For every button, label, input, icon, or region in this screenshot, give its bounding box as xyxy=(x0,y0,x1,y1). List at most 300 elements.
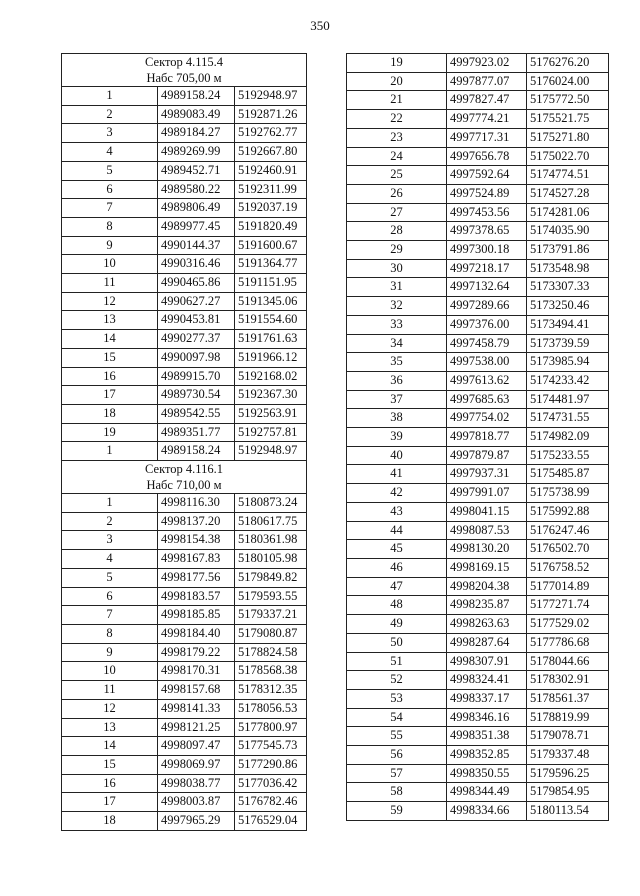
y-coordinate-cell: 5177036.42 xyxy=(235,774,307,793)
y-coordinate-cell: 5191151.95 xyxy=(235,274,307,293)
table-row xyxy=(347,110,609,129)
y-coordinate-cell: 5176276.20 xyxy=(527,54,609,73)
section-subtitle: Набс 705,00 м xyxy=(146,71,222,85)
x-coordinate-cell: 4998324.41 xyxy=(447,671,527,690)
table-row xyxy=(62,143,307,162)
x-coordinate-cell: 4998351.38 xyxy=(447,727,527,746)
section-title: Сектор 4.116.1 xyxy=(145,462,223,477)
table-row xyxy=(347,409,609,428)
x-coordinate-cell: 4998154.38 xyxy=(158,531,235,550)
y-coordinate-cell: 5175738.99 xyxy=(527,484,609,503)
point-number-cell: 3 xyxy=(62,124,158,143)
x-coordinate-cell: 4998137.20 xyxy=(158,512,235,531)
x-coordinate-cell: 4998038.77 xyxy=(158,774,235,793)
table-row xyxy=(347,222,609,241)
x-coordinate-cell: 4997613.62 xyxy=(447,371,527,390)
point-number-cell: 3 xyxy=(62,531,158,550)
x-coordinate-cell: 4998334.66 xyxy=(447,802,527,821)
table-row xyxy=(62,105,307,124)
table-row xyxy=(62,718,307,737)
table-row xyxy=(62,737,307,756)
x-coordinate-cell: 4989083.49 xyxy=(158,105,235,124)
table-row xyxy=(347,241,609,260)
table-row xyxy=(62,311,307,330)
y-coordinate-cell: 5177545.73 xyxy=(235,737,307,756)
y-coordinate-cell: 5175271.80 xyxy=(527,128,609,147)
y-coordinate-cell: 5174982.09 xyxy=(527,428,609,447)
point-number-cell: 49 xyxy=(347,615,447,634)
y-coordinate-cell: 5176024.00 xyxy=(527,72,609,91)
table-row xyxy=(62,606,307,625)
point-number-cell: 57 xyxy=(347,764,447,783)
table-row xyxy=(347,802,609,821)
table-row xyxy=(347,334,609,353)
table-row xyxy=(347,577,609,596)
x-coordinate-cell: 4990465.86 xyxy=(158,274,235,293)
table-row xyxy=(347,484,609,503)
point-number-cell: 5 xyxy=(62,568,158,587)
y-coordinate-cell: 5177786.68 xyxy=(527,633,609,652)
table-row xyxy=(347,91,609,110)
x-coordinate-cell: 4998121.25 xyxy=(158,718,235,737)
x-coordinate-cell: 4998263.63 xyxy=(447,615,527,634)
point-number-cell: 37 xyxy=(347,390,447,409)
y-coordinate-cell: 5174481.97 xyxy=(527,390,609,409)
x-coordinate-cell: 4990097.98 xyxy=(158,348,235,367)
point-number-cell: 56 xyxy=(347,746,447,765)
point-number-cell: 9 xyxy=(62,236,158,255)
table-row xyxy=(62,587,307,606)
point-number-cell: 54 xyxy=(347,708,447,727)
table-row xyxy=(347,315,609,334)
y-coordinate-cell: 5192311.99 xyxy=(235,180,307,199)
y-coordinate-cell: 5173739.59 xyxy=(527,334,609,353)
x-coordinate-cell: 4997923.02 xyxy=(447,54,527,73)
x-coordinate-cell: 4990453.81 xyxy=(158,311,235,330)
point-number-cell: 44 xyxy=(347,521,447,540)
table-row xyxy=(62,812,307,831)
section-title: Сектор 4.115.4 xyxy=(145,55,223,69)
x-coordinate-cell: 4997774.21 xyxy=(447,110,527,129)
y-coordinate-cell: 5178561.37 xyxy=(527,689,609,708)
table-row xyxy=(347,297,609,316)
y-coordinate-cell: 5180361.98 xyxy=(235,531,307,550)
point-number-cell: 17 xyxy=(62,793,158,812)
table-row xyxy=(347,203,609,222)
x-coordinate-cell: 4998069.97 xyxy=(158,755,235,774)
x-coordinate-cell: 4997991.07 xyxy=(447,484,527,503)
section-header xyxy=(62,461,307,494)
x-coordinate-cell: 4989351.77 xyxy=(158,423,235,442)
x-coordinate-cell: 4997524.89 xyxy=(447,184,527,203)
y-coordinate-cell: 5191364.77 xyxy=(235,255,307,274)
table-row xyxy=(62,755,307,774)
y-coordinate-cell: 5177271.74 xyxy=(527,596,609,615)
x-coordinate-cell: 4990316.46 xyxy=(158,255,235,274)
y-coordinate-cell: 5192563.91 xyxy=(235,404,307,423)
x-coordinate-cell: 4997453.56 xyxy=(447,203,527,222)
point-number-cell: 58 xyxy=(347,783,447,802)
table-row xyxy=(347,147,609,166)
y-coordinate-cell: 5176247.46 xyxy=(527,521,609,540)
x-coordinate-cell: 4997965.29 xyxy=(158,812,235,831)
point-number-cell: 55 xyxy=(347,727,447,746)
table-row xyxy=(62,662,307,681)
table-row xyxy=(62,236,307,255)
table-row xyxy=(62,681,307,700)
point-number-cell: 18 xyxy=(62,404,158,423)
table-row xyxy=(347,54,609,73)
point-number-cell: 34 xyxy=(347,334,447,353)
y-coordinate-cell: 5178302.91 xyxy=(527,671,609,690)
x-coordinate-cell: 4989542.55 xyxy=(158,404,235,423)
x-coordinate-cell: 4998204.38 xyxy=(447,577,527,596)
y-coordinate-cell: 5180873.24 xyxy=(235,494,307,513)
y-coordinate-cell: 5176758.52 xyxy=(527,558,609,577)
point-number-cell: 32 xyxy=(347,297,447,316)
point-number-cell: 52 xyxy=(347,671,447,690)
table-row xyxy=(347,746,609,765)
table-row xyxy=(347,502,609,521)
table-row xyxy=(347,465,609,484)
table-row xyxy=(347,689,609,708)
point-number-cell: 23 xyxy=(347,128,447,147)
table-row xyxy=(62,494,307,513)
table-row xyxy=(62,87,307,106)
x-coordinate-cell: 4998287.64 xyxy=(447,633,527,652)
point-number-cell: 36 xyxy=(347,371,447,390)
x-coordinate-cell: 4989730.54 xyxy=(158,386,235,405)
table-row xyxy=(62,330,307,349)
point-number-cell: 2 xyxy=(62,105,158,124)
x-coordinate-cell: 4997289.66 xyxy=(447,297,527,316)
table-row xyxy=(347,521,609,540)
y-coordinate-cell: 5192762.77 xyxy=(235,124,307,143)
point-number-cell: 29 xyxy=(347,241,447,260)
y-coordinate-cell: 5179849.82 xyxy=(235,568,307,587)
y-coordinate-cell: 5179078.71 xyxy=(527,727,609,746)
point-number-cell: 51 xyxy=(347,652,447,671)
table-row xyxy=(62,386,307,405)
table-row xyxy=(347,540,609,559)
table-row xyxy=(62,550,307,569)
point-number-cell: 48 xyxy=(347,596,447,615)
y-coordinate-cell: 5192667.80 xyxy=(235,143,307,162)
point-number-cell: 39 xyxy=(347,428,447,447)
point-number-cell: 46 xyxy=(347,558,447,577)
y-coordinate-cell: 5180617.75 xyxy=(235,512,307,531)
x-coordinate-cell: 4997827.47 xyxy=(447,91,527,110)
x-coordinate-cell: 4990144.37 xyxy=(158,236,235,255)
point-number-cell: 2 xyxy=(62,512,158,531)
x-coordinate-cell: 4998116.30 xyxy=(158,494,235,513)
y-coordinate-cell: 5192367.30 xyxy=(235,386,307,405)
point-number-cell: 42 xyxy=(347,484,447,503)
point-number-cell: 4 xyxy=(62,143,158,162)
point-number-cell: 26 xyxy=(347,184,447,203)
point-number-cell: 35 xyxy=(347,353,447,372)
page-number: 350 xyxy=(310,18,330,33)
table-row xyxy=(347,764,609,783)
y-coordinate-cell: 5178824.58 xyxy=(235,643,307,662)
point-number-cell: 9 xyxy=(62,643,158,662)
x-coordinate-cell: 4998170.31 xyxy=(158,662,235,681)
y-coordinate-cell: 5175233.55 xyxy=(527,446,609,465)
y-coordinate-cell: 5174035.90 xyxy=(527,222,609,241)
y-coordinate-cell: 5177014.89 xyxy=(527,577,609,596)
table-row xyxy=(347,278,609,297)
table-row xyxy=(62,255,307,274)
x-coordinate-cell: 4998344.49 xyxy=(447,783,527,802)
point-number-cell: 8 xyxy=(62,624,158,643)
y-coordinate-cell: 5179596.25 xyxy=(527,764,609,783)
point-number-cell: 40 xyxy=(347,446,447,465)
x-coordinate-cell: 4997458.79 xyxy=(447,334,527,353)
y-coordinate-cell: 5191966.12 xyxy=(235,348,307,367)
table-row xyxy=(62,442,307,461)
x-coordinate-cell: 4998041.15 xyxy=(447,502,527,521)
y-coordinate-cell: 5174527.28 xyxy=(527,184,609,203)
x-coordinate-cell: 4989977.45 xyxy=(158,217,235,236)
y-coordinate-cell: 5179080.87 xyxy=(235,624,307,643)
table-row xyxy=(347,708,609,727)
table-row xyxy=(62,423,307,442)
point-number-cell: 31 xyxy=(347,278,447,297)
y-coordinate-cell: 5176502.70 xyxy=(527,540,609,559)
x-coordinate-cell: 4989452.71 xyxy=(158,161,235,180)
y-coordinate-cell: 5177529.02 xyxy=(527,615,609,634)
y-coordinate-cell: 5192757.81 xyxy=(235,423,307,442)
section-subtitle: Набс 710,00 м xyxy=(146,478,222,493)
y-coordinate-cell: 5192168.02 xyxy=(235,367,307,386)
y-coordinate-cell: 5192871.26 xyxy=(235,105,307,124)
table-row xyxy=(62,774,307,793)
point-number-cell: 27 xyxy=(347,203,447,222)
point-number-cell: 12 xyxy=(62,292,158,311)
y-coordinate-cell: 5177800.97 xyxy=(235,718,307,737)
point-number-cell: 13 xyxy=(62,718,158,737)
point-number-cell: 19 xyxy=(62,423,158,442)
point-number-cell: 59 xyxy=(347,802,447,821)
x-coordinate-cell: 4989915.70 xyxy=(158,367,235,386)
x-coordinate-cell: 4997656.78 xyxy=(447,147,527,166)
y-coordinate-cell: 5179854.95 xyxy=(527,783,609,802)
point-number-cell: 1 xyxy=(62,494,158,513)
y-coordinate-cell: 5191820.49 xyxy=(235,217,307,236)
y-coordinate-cell: 5173791.86 xyxy=(527,241,609,260)
y-coordinate-cell: 5174731.55 xyxy=(527,409,609,428)
point-number-cell: 5 xyxy=(62,161,158,180)
table-row xyxy=(347,615,609,634)
left-coordinate-table xyxy=(61,53,307,831)
y-coordinate-cell: 5174281.06 xyxy=(527,203,609,222)
x-coordinate-cell: 4997538.00 xyxy=(447,353,527,372)
point-number-cell: 28 xyxy=(347,222,447,241)
point-number-cell: 14 xyxy=(62,330,158,349)
point-number-cell: 43 xyxy=(347,502,447,521)
x-coordinate-cell: 4989806.49 xyxy=(158,199,235,218)
point-number-cell: 11 xyxy=(62,681,158,700)
table-row xyxy=(347,371,609,390)
x-coordinate-cell: 4998167.83 xyxy=(158,550,235,569)
point-number-cell: 30 xyxy=(347,259,447,278)
x-coordinate-cell: 4990277.37 xyxy=(158,330,235,349)
point-number-cell: 15 xyxy=(62,348,158,367)
table-row xyxy=(62,274,307,293)
y-coordinate-cell: 5178044.66 xyxy=(527,652,609,671)
y-coordinate-cell: 5173494.41 xyxy=(527,315,609,334)
x-coordinate-cell: 4998179.22 xyxy=(158,643,235,662)
point-number-cell: 45 xyxy=(347,540,447,559)
table-row xyxy=(62,217,307,236)
table-row xyxy=(62,180,307,199)
y-coordinate-cell: 5178819.99 xyxy=(527,708,609,727)
y-coordinate-cell: 5174774.51 xyxy=(527,166,609,185)
y-coordinate-cell: 5178056.53 xyxy=(235,699,307,718)
x-coordinate-cell: 4989580.22 xyxy=(158,180,235,199)
y-coordinate-cell: 5179337.21 xyxy=(235,606,307,625)
point-number-cell: 47 xyxy=(347,577,447,596)
x-coordinate-cell: 4997877.07 xyxy=(447,72,527,91)
y-coordinate-cell: 5191761.63 xyxy=(235,330,307,349)
y-coordinate-cell: 5175485.87 xyxy=(527,465,609,484)
y-coordinate-cell: 5177290.86 xyxy=(235,755,307,774)
y-coordinate-cell: 5175022.70 xyxy=(527,147,609,166)
x-coordinate-cell: 4998183.57 xyxy=(158,587,235,606)
x-coordinate-cell: 4998097.47 xyxy=(158,737,235,756)
x-coordinate-cell: 4998184.40 xyxy=(158,624,235,643)
table-row xyxy=(62,512,307,531)
y-coordinate-cell: 5173985.94 xyxy=(527,353,609,372)
point-number-cell: 17 xyxy=(62,386,158,405)
point-number-cell: 19 xyxy=(347,54,447,73)
point-number-cell: 7 xyxy=(62,606,158,625)
x-coordinate-cell: 4998087.53 xyxy=(447,521,527,540)
x-coordinate-cell: 4989158.24 xyxy=(158,442,235,461)
x-coordinate-cell: 4997592.64 xyxy=(447,166,527,185)
table-row xyxy=(62,348,307,367)
table-row xyxy=(62,404,307,423)
point-number-cell: 8 xyxy=(62,217,158,236)
x-coordinate-cell: 4997879.87 xyxy=(447,446,527,465)
y-coordinate-cell: 5191600.67 xyxy=(235,236,307,255)
table-row xyxy=(347,596,609,615)
table-row xyxy=(62,161,307,180)
point-number-cell: 6 xyxy=(62,587,158,606)
y-coordinate-cell: 5176782.46 xyxy=(235,793,307,812)
y-coordinate-cell: 5180105.98 xyxy=(235,550,307,569)
point-number-cell: 21 xyxy=(347,91,447,110)
y-coordinate-cell: 5179337.48 xyxy=(527,746,609,765)
x-coordinate-cell: 4998157.68 xyxy=(158,681,235,700)
y-coordinate-cell: 5173307.33 xyxy=(527,278,609,297)
x-coordinate-cell: 4997300.18 xyxy=(447,241,527,260)
table-row xyxy=(62,531,307,550)
y-coordinate-cell: 5178568.38 xyxy=(235,662,307,681)
y-coordinate-cell: 5192948.97 xyxy=(235,87,307,106)
y-coordinate-cell: 5180113.54 xyxy=(527,802,609,821)
x-coordinate-cell: 4998130.20 xyxy=(447,540,527,559)
x-coordinate-cell: 4998307.91 xyxy=(447,652,527,671)
x-coordinate-cell: 4998003.87 xyxy=(158,793,235,812)
table-row xyxy=(62,624,307,643)
point-number-cell: 50 xyxy=(347,633,447,652)
x-coordinate-cell: 4989269.99 xyxy=(158,143,235,162)
point-number-cell: 33 xyxy=(347,315,447,334)
table-row xyxy=(347,727,609,746)
x-coordinate-cell: 4997754.02 xyxy=(447,409,527,428)
y-coordinate-cell: 5179593.55 xyxy=(235,587,307,606)
right-coordinate-table xyxy=(346,53,609,821)
point-number-cell: 1 xyxy=(62,442,158,461)
x-coordinate-cell: 4997818.77 xyxy=(447,428,527,447)
point-number-cell: 7 xyxy=(62,199,158,218)
point-number-cell: 10 xyxy=(62,255,158,274)
x-coordinate-cell: 4997218.17 xyxy=(447,259,527,278)
table-row xyxy=(347,128,609,147)
y-coordinate-cell: 5173250.46 xyxy=(527,297,609,316)
y-coordinate-cell: 5175521.75 xyxy=(527,110,609,129)
table-row xyxy=(347,390,609,409)
y-coordinate-cell: 5175772.50 xyxy=(527,91,609,110)
point-number-cell: 20 xyxy=(347,72,447,91)
x-coordinate-cell: 4997378.65 xyxy=(447,222,527,241)
table-row xyxy=(62,699,307,718)
table-row xyxy=(62,568,307,587)
table-row xyxy=(347,184,609,203)
x-coordinate-cell: 4998185.85 xyxy=(158,606,235,625)
table-row xyxy=(62,124,307,143)
table-row xyxy=(347,259,609,278)
y-coordinate-cell: 5175992.88 xyxy=(527,502,609,521)
x-coordinate-cell: 4998352.85 xyxy=(447,746,527,765)
point-number-cell: 22 xyxy=(347,110,447,129)
table-row xyxy=(62,292,307,311)
y-coordinate-cell: 5191554.60 xyxy=(235,311,307,330)
x-coordinate-cell: 4998169.15 xyxy=(447,558,527,577)
y-coordinate-cell: 5178312.35 xyxy=(235,681,307,700)
point-number-cell: 15 xyxy=(62,755,158,774)
x-coordinate-cell: 4990627.27 xyxy=(158,292,235,311)
x-coordinate-cell: 4997376.00 xyxy=(447,315,527,334)
table-row xyxy=(347,353,609,372)
table-row xyxy=(347,558,609,577)
y-coordinate-cell: 5174233.42 xyxy=(527,371,609,390)
point-number-cell: 41 xyxy=(347,465,447,484)
point-number-cell: 16 xyxy=(62,774,158,793)
point-number-cell: 13 xyxy=(62,311,158,330)
point-number-cell: 6 xyxy=(62,180,158,199)
point-number-cell: 4 xyxy=(62,550,158,569)
table-row xyxy=(347,783,609,802)
y-coordinate-cell: 5191345.06 xyxy=(235,292,307,311)
section-header xyxy=(62,54,307,87)
table-row xyxy=(62,793,307,812)
y-coordinate-cell: 5176529.04 xyxy=(235,812,307,831)
x-coordinate-cell: 4997685.63 xyxy=(447,390,527,409)
point-number-cell: 18 xyxy=(62,812,158,831)
table-row xyxy=(347,652,609,671)
y-coordinate-cell: 5192948.97 xyxy=(235,442,307,461)
point-number-cell: 11 xyxy=(62,274,158,293)
table-row xyxy=(347,671,609,690)
x-coordinate-cell: 4998177.56 xyxy=(158,568,235,587)
x-coordinate-cell: 4997937.31 xyxy=(447,465,527,484)
table-row xyxy=(347,72,609,91)
point-number-cell: 38 xyxy=(347,409,447,428)
point-number-cell: 24 xyxy=(347,147,447,166)
section-header-row xyxy=(62,54,307,87)
